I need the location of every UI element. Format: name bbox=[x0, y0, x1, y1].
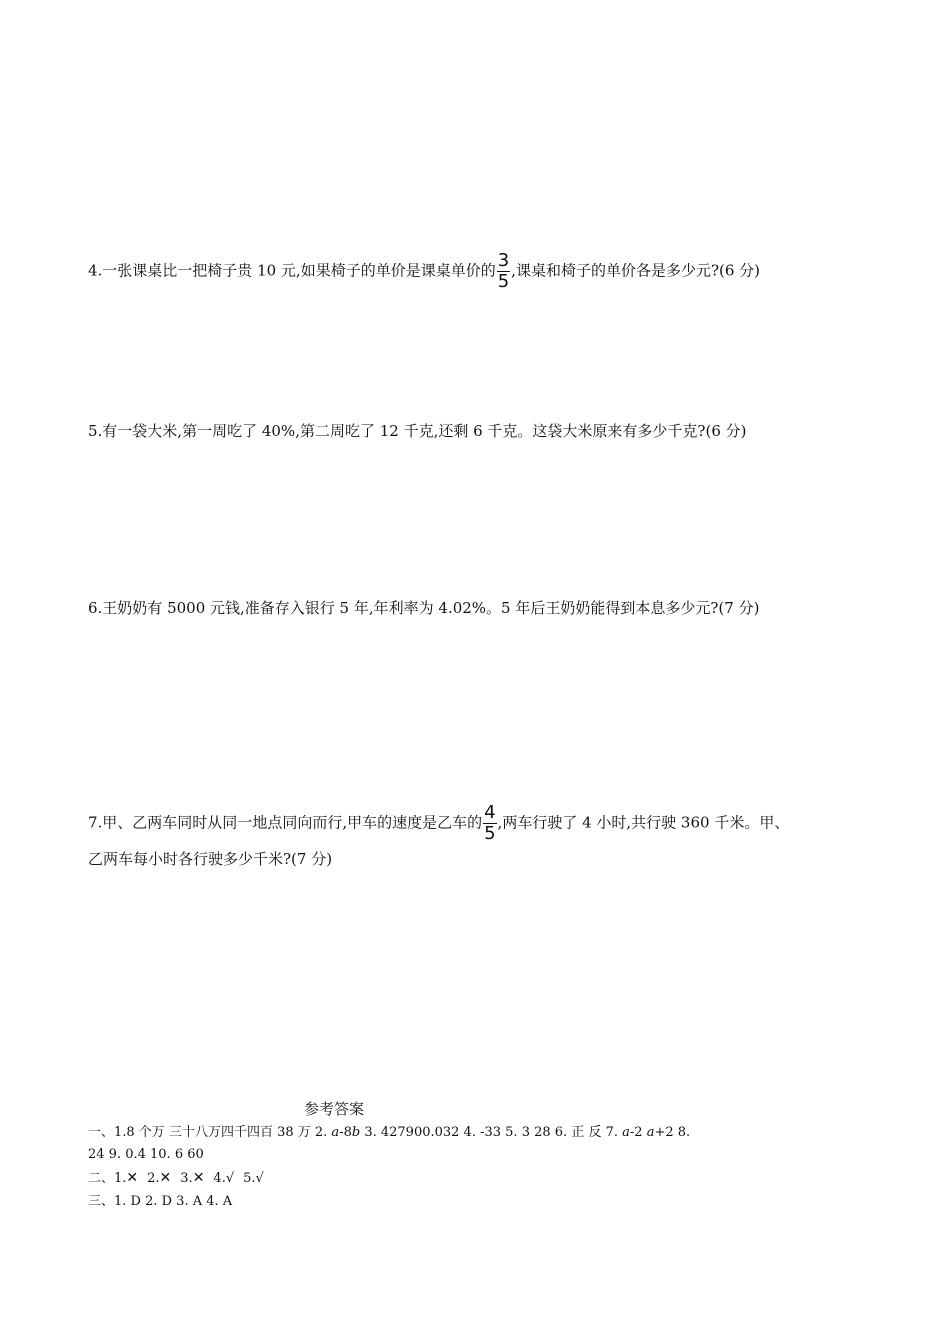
answers-line-1-part-e: +2 8. bbox=[654, 1125, 691, 1140]
item-number: 4. bbox=[213, 1171, 226, 1186]
question-7-line-2 bbox=[88, 846, 332, 872]
question-6-text: 6.王奶奶有 5000 元钱,准备存入银行 5 年,年利率为 4.02%。5 年后王奶奶能得到本息多少元?(7 分) bbox=[88, 599, 760, 617]
fraction-numerator: 3 bbox=[497, 250, 510, 271]
answers-line-3-prefix: 二、1. bbox=[88, 1171, 127, 1186]
answers-line-4 bbox=[88, 1193, 232, 1211]
check-mark-icon: √ bbox=[225, 1171, 235, 1186]
answers-line-3 bbox=[88, 1169, 264, 1188]
fraction-three-fifths bbox=[497, 252, 510, 291]
question-5-text: 5.有一袋大米,第一周吃了 40%,第二周吃了 12 千克,还剩 6 千克。这袋大米原来有多少千克?(6 分) bbox=[88, 422, 747, 440]
answers-line-2 bbox=[88, 1146, 204, 1164]
question-4-text-before: 4.一张课桌比一把椅子贵 10 元,如果椅子的单价是课桌单价的 bbox=[88, 261, 496, 280]
answers-line-1 bbox=[88, 1124, 690, 1142]
question-7-text-before: 7.甲、乙两车同时从同一地点同向而行,甲车的速度是乙车的 bbox=[88, 813, 483, 832]
item-number: 5. bbox=[243, 1171, 256, 1186]
variable-a: a bbox=[646, 1125, 655, 1140]
cross-mark-icon: ✕ bbox=[159, 1170, 172, 1186]
question-4-text-after: ,课桌和椅子的单价各是多少元?(6 分) bbox=[511, 261, 760, 280]
answers-title: 参考答案 bbox=[304, 1100, 365, 1118]
check-mark-icon: √ bbox=[255, 1171, 264, 1186]
question-5 bbox=[88, 418, 747, 444]
cross-mark-icon: ✕ bbox=[126, 1170, 139, 1186]
fraction-four-fifths bbox=[483, 804, 496, 843]
fraction-numerator: 4 bbox=[484, 802, 496, 823]
fraction-denominator: 5 bbox=[484, 823, 496, 844]
answers-line-1-part-d: -2 bbox=[629, 1125, 647, 1140]
cross-mark-icon: ✕ bbox=[192, 1170, 205, 1186]
answers-line-1-part-c: 3. 427900.032 4. -33 5. 3 28 6. 正 反 7. bbox=[360, 1125, 623, 1140]
question-7-text-after: ,两车行驶了 4 小时,共行驶 360 千米。甲、 bbox=[497, 813, 790, 832]
item-number: 2. bbox=[147, 1171, 160, 1186]
variable-a: a bbox=[622, 1125, 630, 1140]
question-6 bbox=[88, 595, 759, 621]
question-4 bbox=[88, 252, 760, 291]
variable-a: a bbox=[331, 1125, 340, 1140]
variable-b: b bbox=[351, 1125, 361, 1140]
item-number: 3. bbox=[180, 1171, 193, 1186]
fraction-denominator: 5 bbox=[497, 271, 510, 292]
answers-line-4-text: 三、1. D 2. D 3. A 4. A bbox=[88, 1194, 233, 1209]
answers-line-1-part-b: -8 bbox=[339, 1125, 352, 1140]
question-7 bbox=[88, 804, 789, 843]
question-7-text-line2: 乙两车每小时各行驶多少千米?(7 分) bbox=[88, 850, 333, 868]
answers-line-1-part-a: 一、1.8 个万 三十八万四千四百 38 万 2. bbox=[88, 1125, 332, 1140]
answers-line-2-text: 24 9. 0.4 10. 6 60 bbox=[88, 1147, 204, 1162]
